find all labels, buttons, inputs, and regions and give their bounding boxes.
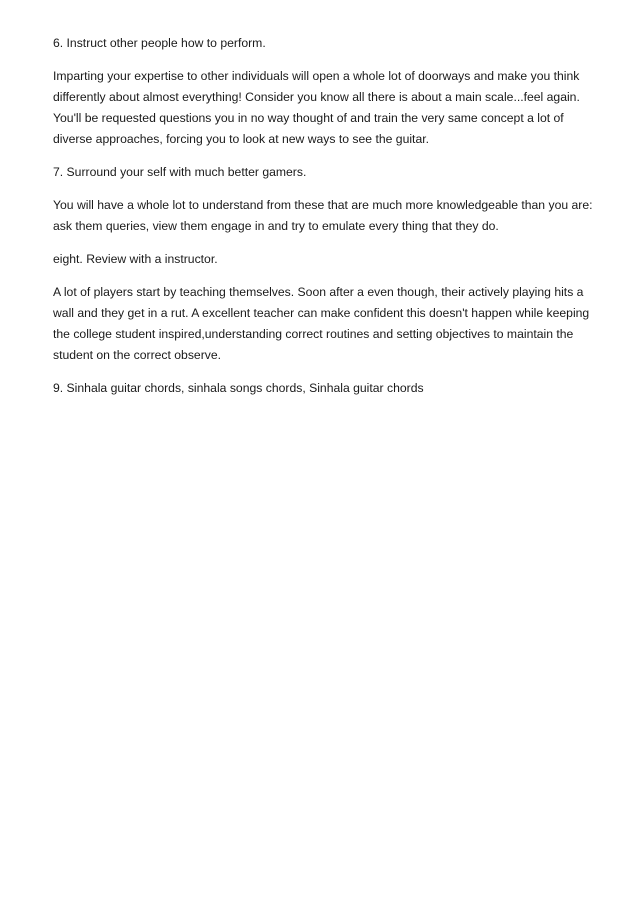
document-body (53, 33, 593, 411)
section-heading-8: eight. Review with a instructor. (53, 252, 218, 266)
paragraph-7: You will have a whole lot to understand from these that are much more knowledgeable than you are: ask them queries, view them engage in and try to emulate every thing that they do. (53, 198, 593, 233)
paragraph-6: Imparting your expertise to other individuals will open a whole lot of doorways and make you think differently about almost everything! Consider you know all there is about a main scale...feel again. You'll be requested questions you in no way thought of and train the very same concept a lot of diverse approaches, forcing you to look at new ways to see the guitar. (53, 69, 580, 146)
section-heading-9: 9. Sinhala guitar chords, sinhala songs chords, Sinhala guitar chords (53, 381, 424, 395)
section-heading-7: 7. Surround your self with much better gamers. (53, 165, 307, 179)
section-heading-6: 6. Instruct other people how to perform. (53, 36, 266, 50)
paragraph-8: A lot of players start by teaching themselves. Soon after a even though, their actively playing hits a wall and they get in a rut. A excellent teacher can make confident this doesn't happen while keeping the college student inspired,understanding correct routines and setting objectives to maintain the student on the correct observe. (53, 285, 590, 362)
